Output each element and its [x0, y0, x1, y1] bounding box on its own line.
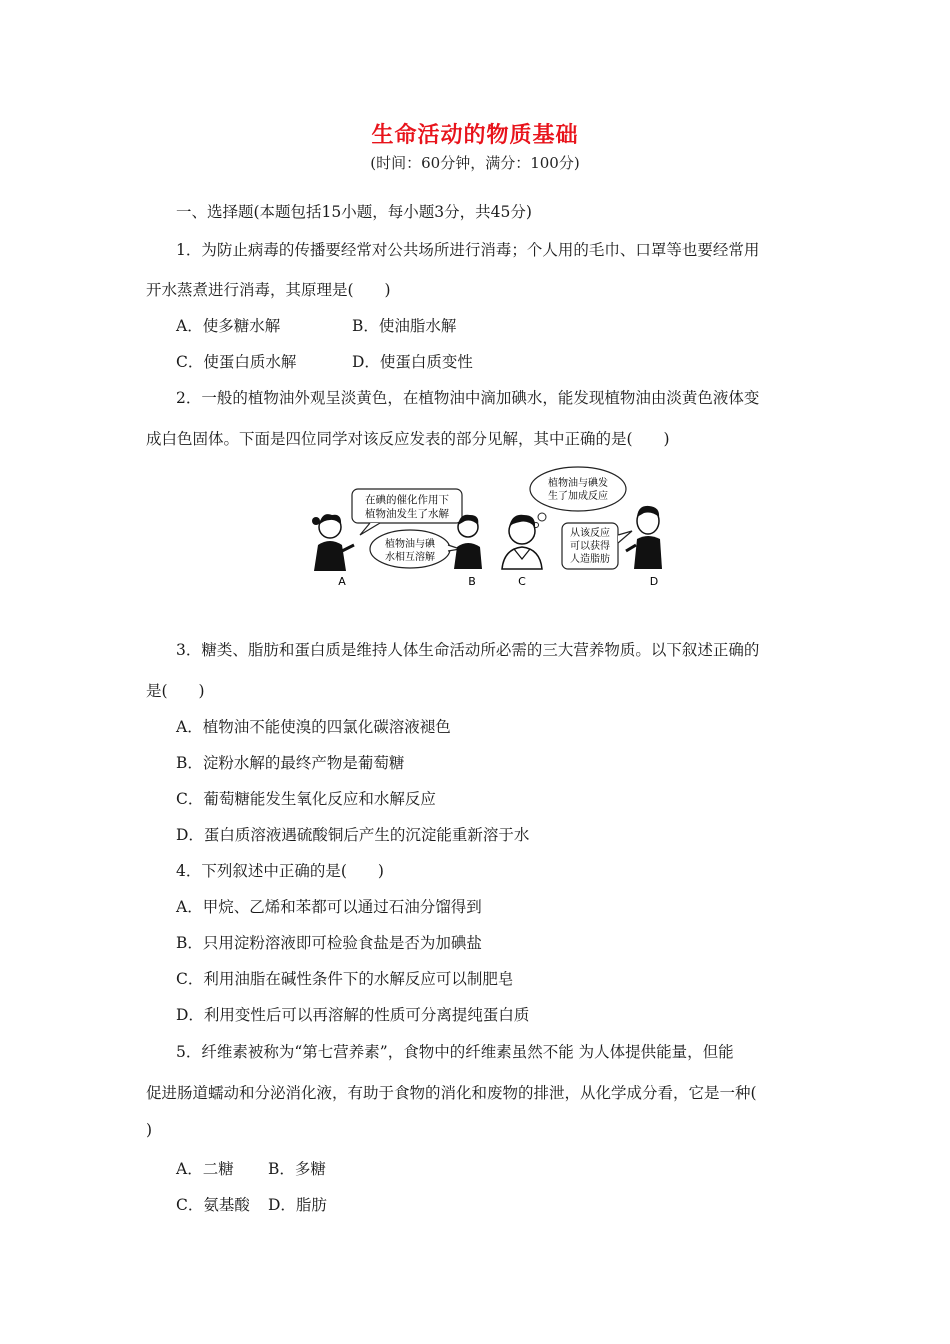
- q1-stem-line2: 开水蒸煮进行消毒，其原理是( ): [146, 281, 391, 299]
- q5-stem-line3: ): [146, 1121, 153, 1139]
- q5-option-a: A．二糖: [176, 1160, 234, 1178]
- student-a-figure: [312, 514, 354, 571]
- q3-option-d: D．蛋白质溶液遇硫酸铜后产生的沉淀能重新溶于水: [176, 826, 530, 844]
- q1-option-a: A．使多糖水解: [176, 317, 281, 335]
- figure-label-b: B: [468, 575, 476, 588]
- bubble-b-text2: 水相互溶解: [385, 552, 435, 563]
- q4-stem: 4．下列叙述中正确的是( ): [176, 862, 384, 880]
- q5-option-d: D．脂肪: [268, 1196, 327, 1214]
- q3-stem-line2: 是( ): [146, 682, 205, 700]
- q3-option-b: B．淀粉水解的最终产物是葡萄糖: [176, 754, 405, 772]
- bubble-a-text1: 在碘的催化作用下: [365, 494, 449, 506]
- page-title: 生命活动的物质基础: [371, 122, 579, 148]
- q2-stem-line1: 2．一般的植物油外观呈淡黄色，在植物油中滴加碘水，能发现植物油由淡黄色液体变: [176, 389, 760, 407]
- bubble-c-text1: 植物油与碘发: [548, 478, 608, 489]
- q2-figure: [300, 465, 680, 595]
- speech-bubble-d: [562, 523, 632, 569]
- speech-bubble-a: [352, 489, 462, 535]
- q1-option-d: D．使蛋白质变性: [352, 353, 473, 371]
- bubble-b-text1: 植物油与碘: [385, 539, 435, 550]
- speech-bubble-b: [370, 530, 460, 568]
- bubble-d-text2: 可以获得: [570, 541, 610, 552]
- figure-label-c: C: [518, 575, 526, 588]
- q3-stem-line1: 3．糖类、脂肪和蛋白质是维持人体生命活动所必需的三大营养物质。以下叙述正确的: [176, 641, 760, 659]
- thought-bubble-c: [530, 467, 626, 528]
- bubble-d-text3: 人造脂肪: [570, 554, 610, 565]
- q5-stem-line2: 促进肠道蠕动和分泌消化液，有助于食物的消化和废物的排泄，从化学成分看，它是一种(: [146, 1084, 757, 1102]
- figure-label-a: A: [338, 575, 346, 588]
- q2-stem-line2: 成白色固体。下面是四位同学对该反应发表的部分见解，其中正确的是( ): [146, 430, 670, 448]
- q1-stem-line1: 1．为防止病毒的传播要经常对公共场所进行消毒；个人用的毛巾、口罩等也要经常用: [176, 241, 760, 259]
- q5-option-c: C．氨基酸: [176, 1196, 250, 1214]
- bubble-d-text1: 从该反应: [570, 528, 610, 539]
- student-b-figure: [454, 515, 482, 569]
- bubble-c-text2: 生了加成反应: [548, 491, 608, 502]
- q1-option-b: B．使油脂水解: [352, 317, 457, 335]
- page-subtitle: (时间：60分钟，满分：100分): [370, 154, 580, 172]
- q4-option-a: A．甲烷、乙烯和苯都可以通过石油分馏得到: [176, 898, 482, 916]
- q5-option-b: B．多糖: [268, 1160, 326, 1178]
- student-d-figure: [626, 506, 662, 569]
- q4-option-d: D．利用变性后可以再溶解的性质可分离提纯蛋白质: [176, 1006, 530, 1024]
- q4-option-b: B．只用淀粉溶液即可检验食盐是否为加碘盐: [176, 934, 482, 952]
- figure-label-d: D: [649, 575, 659, 588]
- q1-option-c: C．使蛋白质水解: [176, 353, 297, 371]
- bubble-a-text2: 植物油发生了水解: [365, 508, 449, 520]
- q3-option-a: A．植物油不能使溴的四氯化碳溶液褪色: [176, 718, 451, 736]
- q5-stem-line1: 5．纤维素被称为“第七营养素”，食物中的纤维素虽然不能 为人体提供能量，但能: [176, 1043, 734, 1061]
- section-heading: 一、选择题(本题包括15小题，每小题3分，共45分): [176, 203, 532, 221]
- q3-option-c: C．葡萄糖能发生氧化反应和水解反应: [176, 790, 436, 808]
- q4-option-c: C．利用油脂在碱性条件下的水解反应可以制肥皂: [176, 970, 514, 988]
